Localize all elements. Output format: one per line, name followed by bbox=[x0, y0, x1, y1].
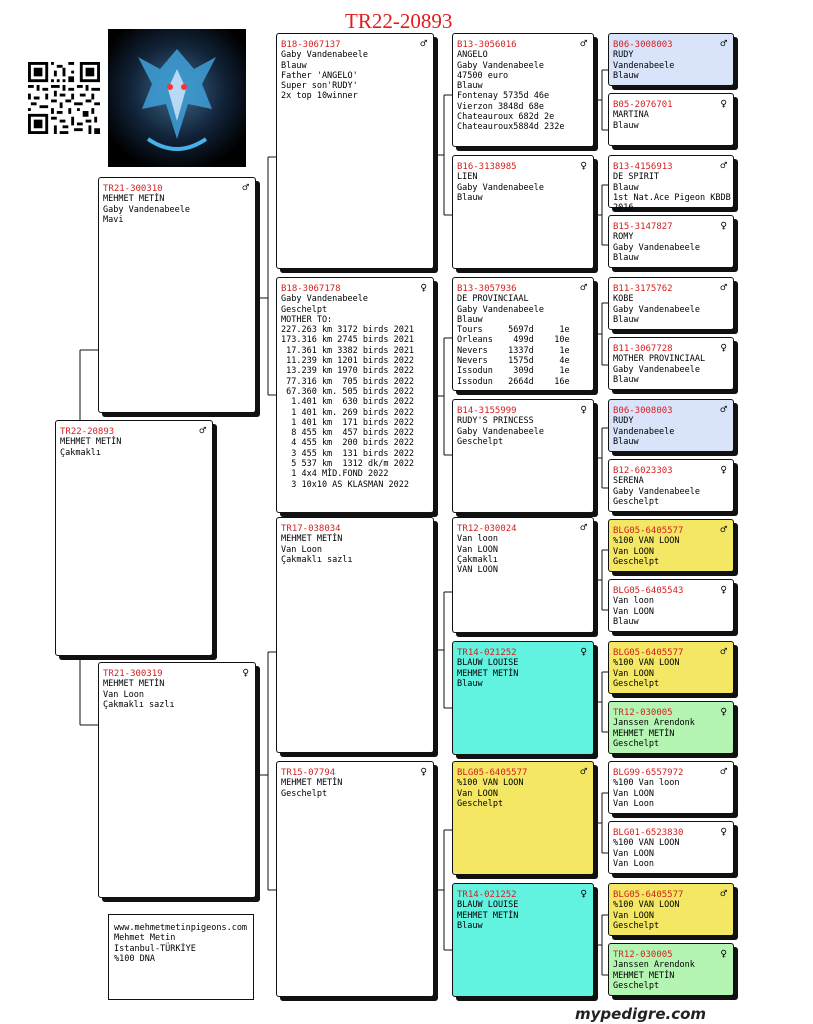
female-icon: ♀ bbox=[242, 666, 249, 679]
bird-info-line: Blauw bbox=[457, 920, 483, 931]
great-grandparent-card[interactable] bbox=[452, 277, 594, 391]
male-icon: ♂ bbox=[199, 424, 206, 437]
g5-card[interactable] bbox=[608, 821, 734, 874]
bird-info-line: Blauw bbox=[613, 374, 639, 385]
great-grandparent-card[interactable] bbox=[452, 641, 594, 755]
bird-info-line: Gaby Vandenabeele bbox=[457, 182, 544, 193]
bird-info-line: 67.360 km. 505 birds 2022 bbox=[281, 386, 415, 397]
g5-card[interactable] bbox=[608, 155, 734, 214]
bird-info-line: VAN LOON bbox=[457, 565, 498, 576]
male-icon: ♂ bbox=[720, 403, 727, 416]
bird-info-line: Çakmaklı sazlı bbox=[281, 554, 353, 565]
g5-card[interactable] bbox=[608, 459, 734, 512]
female-icon: ♀ bbox=[720, 463, 727, 476]
bird-info-line: 5 537 km 1312 dk/m 2022 bbox=[281, 459, 415, 470]
bird-info-line: Blauw bbox=[613, 120, 639, 131]
bird-info-line: Gaby Vandenabeele bbox=[457, 426, 544, 437]
ring-number: TR14-021252 bbox=[457, 890, 517, 900]
bird-info-line: Blauw bbox=[281, 60, 307, 71]
bird-info-line: Blauw bbox=[613, 314, 639, 325]
ring-number: B11-3175762 bbox=[613, 284, 673, 294]
bird-info-line: Geschelpt bbox=[613, 738, 660, 749]
female-icon: ♀ bbox=[580, 403, 587, 416]
ring-number: TR12-030005 bbox=[613, 950, 673, 960]
bird-info-line: Van LOON bbox=[613, 668, 654, 679]
bird-info-line: Gaby Vandenabeele bbox=[613, 364, 700, 375]
bird-info-line: Gaby Vandenabeele bbox=[613, 304, 700, 315]
bird-info-line: %100 VAN LOON bbox=[613, 900, 680, 911]
ring-number: TR14-021252 bbox=[457, 648, 517, 658]
ring-number: B06-3008003 bbox=[613, 40, 673, 50]
g5-card[interactable] bbox=[608, 93, 734, 146]
bird-info-line: Çakmaklı sazlı bbox=[103, 699, 175, 710]
bird-info-line: Van LOON bbox=[613, 606, 654, 617]
female-icon: ♀ bbox=[720, 947, 727, 960]
ring-number: B05-2076701 bbox=[613, 100, 673, 110]
bird-info-line: Blauw bbox=[613, 182, 639, 193]
bird-info-line: Geschelpt bbox=[613, 678, 660, 689]
bird-info-line: Blauw bbox=[457, 192, 483, 203]
bird-info-line: 173.316 km 2745 birds 2021 bbox=[281, 335, 415, 346]
bird-info-line: %100 VAN LOON bbox=[613, 838, 680, 849]
ring-number: BLG05-6405577 bbox=[613, 648, 684, 658]
ring-number: BLG05-6405577 bbox=[457, 768, 528, 778]
male-icon: ♂ bbox=[720, 645, 727, 658]
male-icon: ♂ bbox=[580, 521, 587, 534]
bird-info-line: MOTHER TO: bbox=[281, 314, 333, 325]
bird-info-line: Gaby Vandenabeele bbox=[613, 486, 700, 497]
bird-info-line: Van LOON bbox=[613, 910, 654, 921]
bird-info-line: BLAUW LOUISE bbox=[457, 658, 519, 669]
bird-info-line: MEHMET METİN bbox=[457, 910, 519, 921]
bird-info-line: Van LOON bbox=[457, 544, 498, 555]
bird-info-line: Van Loon bbox=[613, 798, 654, 809]
bird-info-line: Father 'ANGELO' bbox=[281, 70, 358, 81]
bird-info-line: Geschelpt bbox=[457, 436, 504, 447]
great-grandparent-card[interactable] bbox=[452, 399, 594, 513]
bird-info-line: Van Loon bbox=[103, 689, 144, 700]
bird-info-line: Issodun 2664d 16e bbox=[457, 376, 570, 387]
bird-info-line: Tours 5697d 1e bbox=[457, 325, 570, 336]
grandparent-card[interactable] bbox=[276, 277, 434, 513]
female-icon: ♀ bbox=[580, 887, 587, 900]
bird-info-line: MEHMET METİN bbox=[281, 534, 343, 545]
bird-info-line: 47500 euro bbox=[457, 70, 509, 81]
ring-number: B16-3138985 bbox=[457, 162, 517, 172]
bird-info-line: Gaby Vandenabeele bbox=[457, 60, 544, 71]
great-grandparent-card[interactable] bbox=[452, 761, 594, 875]
female-icon: ♀ bbox=[580, 159, 587, 172]
bird-info-line: Blauw bbox=[613, 252, 639, 263]
g5-card[interactable] bbox=[608, 641, 734, 694]
bird-info-line: Gaby Vandenabeele bbox=[103, 204, 190, 215]
bird-info-line: MEHMET METİN bbox=[613, 970, 675, 981]
bird-info-line: Van loon bbox=[457, 534, 498, 545]
sire-card[interactable] bbox=[98, 177, 256, 413]
bird-info-line: Janssen Arendonk bbox=[613, 718, 695, 729]
bird-info-line: Blauw bbox=[457, 678, 483, 689]
bird-info-line: MOTHER PROVINCIAAL bbox=[613, 354, 706, 365]
bird-info-line: LIEN bbox=[457, 172, 478, 183]
ring-number: TR17-038034 bbox=[281, 524, 341, 534]
g5-card[interactable] bbox=[608, 883, 734, 936]
bird-info-line: MEHMET METİN bbox=[103, 679, 165, 690]
ring-number: BLG01-6523830 bbox=[613, 828, 684, 838]
grandparent-card[interactable] bbox=[276, 761, 434, 997]
female-icon: ♀ bbox=[720, 341, 727, 354]
bird-info-line: Gaby Vandenabeele bbox=[613, 242, 700, 253]
ring-number: TR21-300310 bbox=[103, 184, 163, 194]
bird-info-line: Van LOON bbox=[613, 848, 654, 859]
bird-info-line: 1 401 km. 269 birds 2022 bbox=[281, 407, 415, 418]
bird-info-line: ANGELO bbox=[457, 50, 488, 61]
male-icon: ♂ bbox=[720, 523, 727, 536]
bird-info-line: Vandenabeele bbox=[613, 60, 675, 71]
female-icon: ♀ bbox=[720, 97, 727, 110]
bird-info-line: Geschelpt bbox=[613, 496, 660, 507]
bird-info-line: Blauw bbox=[613, 436, 639, 447]
bird-info-line: Gaby Vandenabeele bbox=[457, 304, 544, 315]
ring-number: TR21-300319 bbox=[103, 669, 163, 679]
dragon-logo bbox=[108, 29, 246, 167]
bird-info-line: MEHMET METİN bbox=[103, 194, 165, 205]
great-grandparent-card[interactable] bbox=[452, 155, 594, 269]
g5-card[interactable] bbox=[608, 33, 734, 86]
bird-info-line: Fontenay 5735d 46e bbox=[457, 91, 550, 102]
bird-info-line: Blauw bbox=[457, 81, 483, 92]
bird-info-line: Super son'RUDY' bbox=[281, 81, 358, 92]
bird-info-line: Gaby Vandenabeele bbox=[281, 294, 368, 305]
ring-number: B12-6023303 bbox=[613, 466, 673, 476]
g5-card[interactable] bbox=[608, 701, 734, 754]
bird-info-line: DE SPIRIT bbox=[613, 172, 660, 183]
ring-number: B11-3067728 bbox=[613, 344, 673, 354]
female-icon: ♀ bbox=[420, 765, 427, 778]
bird-info-line: Geschelpt bbox=[613, 920, 660, 931]
ring-number: B06-3008003 bbox=[613, 406, 673, 416]
bird-info-line: DE PROVINCIAAL bbox=[457, 294, 529, 305]
bird-info-line: 13.239 km 1970 birds 2022 bbox=[281, 366, 415, 377]
female-icon: ♀ bbox=[720, 705, 727, 718]
bird-info-line: KOBE bbox=[613, 294, 634, 305]
bird-info-line: Blauw bbox=[613, 616, 639, 627]
bird-info-line: Blauw bbox=[613, 70, 639, 81]
female-icon: ♀ bbox=[720, 583, 727, 596]
g5-card[interactable] bbox=[608, 943, 734, 996]
site-watermark[interactable]: mypedigre.com bbox=[575, 1005, 707, 1023]
bird-info-line: 4 455 km 200 birds 2022 bbox=[281, 438, 415, 449]
bird-info-line: SERENA bbox=[613, 476, 644, 487]
bird-info-line: 3 455 km 131 birds 2022 bbox=[281, 448, 415, 459]
bird-info-line: MEHMET METİN bbox=[457, 668, 519, 679]
bird-info-line: Orleans 499d 10e bbox=[457, 335, 570, 346]
ring-number: B14-3155999 bbox=[457, 406, 517, 416]
ring-number: B15-3147827 bbox=[613, 222, 673, 232]
bird-info-line: BLAUW LOUISE bbox=[457, 900, 519, 911]
bird-info-line: 1 4x4 MİD.FOND 2022 bbox=[281, 469, 389, 480]
ring-number: TR22-20893 bbox=[60, 427, 115, 437]
g5-card[interactable] bbox=[608, 761, 734, 814]
bird-info-line: Van Loon bbox=[613, 858, 654, 869]
ring-number: B13-3057936 bbox=[457, 284, 517, 294]
bird-info-line: Geschelpt bbox=[281, 788, 328, 799]
bird-info-line: 77.316 km 705 birds 2022 bbox=[281, 376, 415, 387]
g5-card[interactable] bbox=[608, 579, 734, 632]
ring-number: TR12-030024 bbox=[457, 524, 517, 534]
bird-info-line: Van LOON bbox=[613, 546, 654, 557]
great-grandparent-card[interactable] bbox=[452, 883, 594, 997]
bird-info-line: Issodun 309d 1e bbox=[457, 366, 570, 377]
g5-card[interactable] bbox=[608, 399, 734, 452]
bird-info-line: ROMY bbox=[613, 232, 634, 243]
bird-info-line: Vierzon 3848d 68e bbox=[457, 101, 544, 112]
bird-info-line: 8 455 km 457 birds 2022 bbox=[281, 428, 415, 439]
bird-info-line: Van Loon bbox=[281, 544, 322, 555]
ring-number: B18-3067178 bbox=[281, 284, 341, 294]
male-icon: ♂ bbox=[580, 281, 587, 294]
bird-info-line: 2x top 10winner bbox=[281, 91, 358, 102]
male-icon: ♂ bbox=[720, 159, 727, 172]
bird-info-line: MEHMET METİN bbox=[60, 437, 122, 448]
bird-info-line: 17.361 km 3382 birds 2021 bbox=[281, 345, 415, 356]
g5-card[interactable] bbox=[608, 519, 734, 572]
bird-info-line: %100 Van loon bbox=[613, 778, 680, 789]
bird-info-line: MEHMET METİN bbox=[613, 728, 675, 739]
female-icon: ♀ bbox=[580, 645, 587, 658]
bird-info-line: 3 10x10 AS KLASMAN 2022 bbox=[281, 479, 409, 490]
breeder-location: Istanbul-TÜRKİYE bbox=[114, 943, 196, 954]
male-icon: ♂ bbox=[580, 37, 587, 50]
bird-info-line: Geschelpt bbox=[457, 798, 504, 809]
bird-info-line: 1.401 km 630 birds 2022 bbox=[281, 397, 415, 408]
ring-number: TR12-030005 bbox=[613, 708, 673, 718]
bird-info-line: MEHMET METİN bbox=[281, 778, 343, 789]
qr-code-icon[interactable] bbox=[28, 62, 100, 134]
bird-info-line: Van LOON bbox=[457, 788, 498, 799]
bird-info-line: Geschelpt bbox=[613, 980, 660, 991]
bird-info-line: Van loon bbox=[613, 596, 654, 607]
great-grandparent-card[interactable] bbox=[452, 517, 594, 633]
female-icon: ♀ bbox=[720, 825, 727, 838]
bird-info-line: Nevers 1575d 4e bbox=[457, 356, 570, 367]
bird-info-line: Janssen Arendonk bbox=[613, 960, 695, 971]
bird-info-line: Çakmaklı bbox=[457, 554, 498, 565]
bird-info-line: 1 401 km 171 birds 2022 bbox=[281, 417, 415, 428]
bird-info-line: MARTINA bbox=[613, 110, 649, 121]
bird-info-line: %100 VAN LOON bbox=[457, 778, 524, 789]
ring-number: B13-4156913 bbox=[613, 162, 673, 172]
bird-info-line: RUDY bbox=[613, 416, 634, 427]
bird-info-line: Çakmaklı bbox=[60, 447, 101, 458]
bird-info-line: %100 VAN LOON bbox=[613, 658, 680, 669]
bird-info-line: Geschelpt bbox=[281, 304, 328, 315]
male-icon: ♂ bbox=[420, 37, 427, 50]
ring-number: BLG05-6405543 bbox=[613, 586, 684, 596]
bird-info-line: %100 VAN LOON bbox=[613, 536, 680, 547]
bird-info-line: 1st Nat.Ace Pigeon KBDB bbox=[613, 192, 731, 203]
g5-card[interactable] bbox=[608, 337, 734, 390]
bird-info-line: Van LOON bbox=[613, 788, 654, 799]
bird-info-line: RUDY'S PRINCESS bbox=[457, 416, 534, 427]
grandparent-card[interactable] bbox=[276, 517, 434, 753]
ring-number: BLG05-6405577 bbox=[613, 526, 684, 536]
male-icon: ♂ bbox=[720, 37, 727, 50]
ring-number: TR15-07794 bbox=[281, 768, 336, 778]
bird-info-line: 11.239 km 1201 birds 2022 bbox=[281, 356, 415, 367]
bird-info-line: Nevers 1337d 1e bbox=[457, 345, 570, 356]
g5-card[interactable] bbox=[608, 215, 734, 268]
subject-bird-card[interactable] bbox=[55, 420, 213, 656]
dam-card[interactable] bbox=[98, 662, 256, 898]
bird-info-line: Gaby Vandenabeele bbox=[281, 50, 368, 61]
breeder-website[interactable]: www.mehmetmetinpigeons.com bbox=[114, 923, 248, 933]
breeder-dna: %100 DNA bbox=[114, 953, 155, 964]
ring-number: B13-3056016 bbox=[457, 40, 517, 50]
female-icon: ♀ bbox=[420, 281, 427, 294]
grandparent-card[interactable] bbox=[276, 33, 434, 269]
female-icon: ♀ bbox=[720, 219, 727, 232]
bird-info-line: Mavi bbox=[103, 214, 124, 225]
bird-info-line: Blauw bbox=[457, 314, 483, 325]
ring-number: BLG05-6405577 bbox=[613, 890, 684, 900]
male-icon: ♂ bbox=[580, 765, 587, 778]
male-icon: ♂ bbox=[242, 181, 249, 194]
g5-card[interactable] bbox=[608, 277, 734, 330]
bird-info-line: Chateauroux5884d 232e bbox=[457, 122, 565, 133]
bird-info-line: 227.263 km 3172 birds 2021 bbox=[281, 325, 415, 336]
male-icon: ♂ bbox=[720, 887, 727, 900]
pedigree-title: TR22-20893 bbox=[345, 9, 453, 33]
great-grandparent-card[interactable] bbox=[452, 33, 594, 147]
bird-info-line: Vandenabeele bbox=[613, 426, 675, 437]
breeder-info bbox=[108, 914, 254, 1000]
bird-info-line: RUDY bbox=[613, 50, 634, 61]
bird-info-line: 2016 bbox=[613, 203, 634, 214]
breeder-name: Mehmet Metin bbox=[114, 933, 176, 944]
bird-info-line: Geschelpt bbox=[613, 556, 660, 567]
bird-info-line: Chateauroux 682d 2e bbox=[457, 112, 555, 123]
male-icon: ♂ bbox=[720, 765, 727, 778]
male-icon: ♂ bbox=[720, 281, 727, 294]
ring-number: B18-3067137 bbox=[281, 40, 341, 50]
ring-number: BLG99-6557972 bbox=[613, 768, 684, 778]
